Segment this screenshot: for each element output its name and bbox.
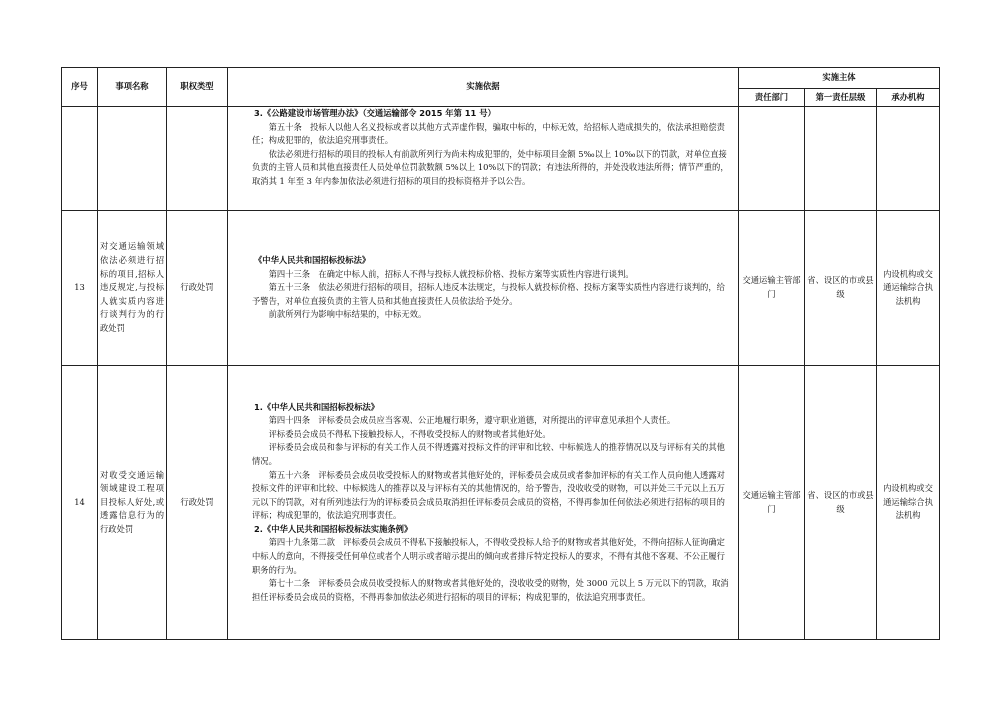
header-row <box>62 68 940 89</box>
cell-basis <box>228 107 739 211</box>
cell-name: 对收受交通运输领域建设工程项目投标人好处,或透露信息行为的行政处罚 <box>98 366 167 640</box>
table-row <box>62 107 940 211</box>
law-title: 《中华人民共和国招标投标法》 <box>254 255 371 266</box>
cell-dept: 交通运输主管部门 <box>739 211 805 366</box>
cell-no: 13 <box>62 211 98 366</box>
enforcement-items-table <box>61 67 940 640</box>
table-row <box>62 211 940 366</box>
basis-paragraph: 评标委员会成员不得私下接触投标人，不得收受投标人的财物或者其他好处。 <box>268 428 551 439</box>
cell-level: 省、设区的市或县级 <box>805 211 877 366</box>
cell-level: 省、设区的市或县级 <box>805 366 877 640</box>
header-type: 职权类型 <box>167 68 228 107</box>
cell-agency: 内设机构或交通运输综合执法机构 <box>877 211 940 366</box>
cell-level <box>805 107 877 211</box>
header-no: 序号 <box>62 68 98 107</box>
cell-dept: 交通运输主管部门 <box>739 366 805 640</box>
cell-type: 行政处罚 <box>167 366 228 640</box>
cell-agency <box>877 107 940 211</box>
header-level: 第一责任层级 <box>805 89 877 107</box>
cell-no <box>62 107 98 211</box>
table-row <box>62 366 940 640</box>
header-agency: 承办机构 <box>877 89 940 107</box>
law-title: 3.《公路建设市场管理办法》（交通运输部令 2015 年第 11 号） <box>254 108 496 118</box>
cell-name <box>98 107 167 211</box>
cell-type: 行政处罚 <box>167 211 228 366</box>
cell-agency: 内设机构或交通运输综合执法机构 <box>877 366 940 640</box>
law-title: 2.《中华人民共和国招标投标法实施条例》 <box>254 523 413 534</box>
basis-paragraph: 前款所列行为影响中标结果的，中标无效。 <box>268 309 427 320</box>
basis-paragraph: 第七十二条 评标委员会成员收受投标人的财物或者其他好处的，没收收受的财物，处 3000 元以上 5 万元以下的罚款，取消担任评标委员会成员的资格，不得再参加依法必须进行招标的项目的评标；构成犯罪的，依法追究刑事责任。 <box>252 578 729 602</box>
basis-paragraph: 第四十三条 在确定中标人前，招标人不得与投标人就投标价格、投标方案等实质性内容进行谈判。 <box>268 268 634 279</box>
basis-paragraph: 第五十六条 评标委员会成员收受投标人的财物或者其他好处的，评标委员会成员或者参加评标的有关工作人员向他人透露对投标文件的评审和比较、中标候选人的推荐以及与评标有关的其他情况的，给予警告，没收收受的财物，可以并处三千元以上五万元以下的罚款，对有所列违法行为的评标委员会成员取消担任评标委员会成员的资格，不得再参加任何依法必须进行招标的项目的评标；构成犯罪的，依法追究刑事责任。 <box>252 469 725 521</box>
basis-paragraph: 第五十三条 依法必须进行招标的项目，招标人违反本法规定，与投标人就投标价格、投标方案等实质性内容进行谈判的，给予警告，对单位直接负责的主管人员和其他直接责任人员依法给予处分。 <box>252 282 725 306</box>
header-subject: 实施主体 <box>739 68 940 89</box>
basis-paragraph: 第五十条 投标人以他人名义投标或者以其他方式弄虚作假，骗取中标的，中标无效，给招标人造成损失的，依法承担赔偿责任；构成犯罪的，依法追究刑事责任。 <box>252 121 725 146</box>
cell-dept <box>739 107 805 211</box>
basis-paragraph: 评标委员会成员和参与评标的有关工作人员不得透露对投标文件的评审和比较、中标候选人的推荐情况以及与评标有关的其他情况。 <box>252 442 725 466</box>
cell-name: 对交通运输领域依法必须进行招标的项目,招标人违反规定,与投标人就实质内容进行谈判行为的行政处罚 <box>98 211 167 366</box>
cell-no: 14 <box>62 366 98 640</box>
header-basis: 实施依据 <box>228 68 739 107</box>
cell-basis <box>228 211 739 366</box>
header-dept: 责任部门 <box>739 89 805 107</box>
cell-type <box>167 107 228 211</box>
basis-paragraph: 第四十四条 评标委员会成员应当客观、公正地履行职务，遵守职业道德，对所提出的评审意见承担个人责任。 <box>268 415 676 426</box>
cell-basis <box>228 366 739 640</box>
header-name: 事项名称 <box>98 68 167 107</box>
law-title: 1.《中华人民共和国招标投标法》 <box>254 401 380 412</box>
basis-paragraph: 第四十九条第二款 评标委员会成员不得私下接触投标人，不得收受投标人给予的财物或者其他好处，不得向招标人征询确定中标人的意向，不得接受任何单位或者个人明示或者暗示提出的倾向或者排斥特定投标人的要求，不得有其他不客观、不公正履行职务的行为。 <box>252 537 725 575</box>
basis-paragraph: 依法必须进行招标的项目的投标人有前款所列行为尚未构成犯罪的，处中标项目金额 5‰以上 10‰以下的罚款，对单位直接负责的主管人员和其他直接责任人员处单位罚款数额 5%以上 10%以下的罚款；有违法所得的，并处没收违法所得；情节严重的，取消其 1 年至 3 年内参加依法必须进行招标的项目的投标资格并予以公告。 <box>252 148 729 186</box>
